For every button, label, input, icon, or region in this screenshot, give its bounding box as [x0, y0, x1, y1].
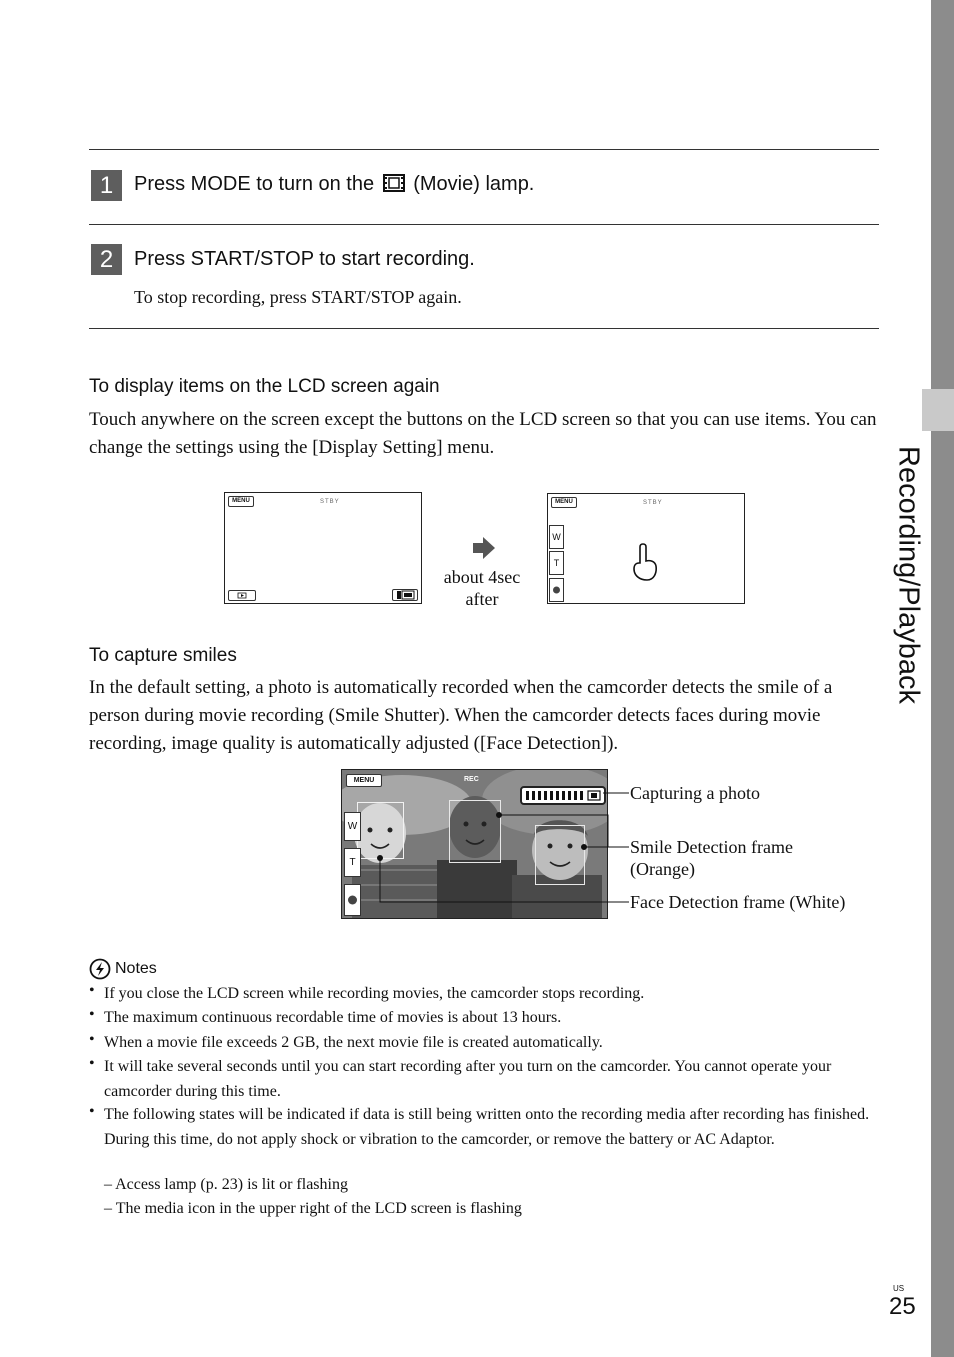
bullet: •: [89, 1103, 95, 1120]
step-1-text: Press MODE to turn on the (Movie) lamp.: [134, 173, 535, 195]
touch-hand-icon: [630, 541, 660, 583]
step-number: 1: [91, 170, 122, 201]
step-2-subtext: To stop recording, press START/STOP again.: [134, 287, 462, 307]
intelligent-auto-icon: [393, 590, 417, 600]
zoom-wide-button[interactable]: W: [344, 812, 361, 841]
zoom-wide-button[interactable]: W: [549, 525, 564, 549]
section-paragraph: Touch anywhere on the screen except the buttons on the LCD screen so that you can use items. You can change the settings using the [Display Setting] menu.: [89, 409, 877, 458]
arrow-caption: about 4sec after: [443, 567, 521, 609]
region-label: US: [893, 1284, 905, 1293]
photo-capture-indicator: [520, 786, 606, 805]
face-detection-frame: [357, 802, 404, 859]
note-subitem: – The media icon in the upper right of the LCD screen is flashing: [104, 1200, 522, 1217]
notes-heading: Notes: [115, 960, 157, 977]
zoom-tele-button[interactable]: T: [549, 551, 564, 575]
lcd-screen-before: [224, 492, 422, 604]
bullet: •: [89, 1031, 95, 1048]
note-item: The maximum continuous recordable time of movies is about 13 hours.: [104, 1009, 562, 1026]
status-indicator: STBY: [320, 499, 340, 505]
note-item: When a movie file exceeds 2 GB, the next movie file is created automatically.: [104, 1034, 603, 1051]
photo-progress-icon: [522, 788, 604, 803]
record-dot-icon: [345, 885, 360, 915]
side-tab-marker: [922, 389, 954, 431]
note-item: It will take several seconds until you can start recording after you turn on the camcorder. You cannot operate your camcorder during this time.: [104, 1058, 832, 1100]
rec-indicator: REC: [464, 776, 479, 783]
face-detection-frame: [535, 825, 585, 885]
mode-icon-button[interactable]: [392, 589, 418, 601]
section-heading: To capture smiles: [89, 645, 237, 666]
arrow-right-icon: [471, 535, 497, 561]
callout-smile-frame: Smile Detection frame: [630, 837, 793, 857]
zoom-tele-button[interactable]: T: [344, 848, 361, 877]
step-number: 2: [91, 244, 122, 275]
note-subitem: – Access lamp (p. 23) is lit or flashing: [104, 1176, 348, 1193]
menu-button[interactable]: MENU: [346, 774, 382, 787]
record-dot-icon: [550, 579, 563, 601]
lcd-screen-after: [547, 493, 745, 604]
playback-button[interactable]: [228, 590, 256, 601]
divider: [89, 328, 879, 329]
step-2-text: Press START/STOP to start recording.: [134, 248, 475, 270]
bullet: •: [89, 1055, 95, 1072]
play-icon: [229, 591, 255, 600]
status-indicator: STBY: [643, 500, 663, 506]
menu-button[interactable]: MENU: [551, 497, 577, 508]
section-heading: To display items on the LCD screen again: [89, 376, 440, 397]
section-paragraph: In the default setting, a photo is automatically recorded when the camcorder detects the smile of a person during movie recording (Smile Shutter). When the camcorder detects faces during movie recording, image quality is automatically adjusted ([Face Detection]).: [89, 677, 833, 754]
note-item: If you close the LCD screen while recording movies, the camcorder stops recording.: [104, 985, 645, 1002]
record-button[interactable]: [344, 884, 361, 916]
movie-film-icon: [383, 174, 405, 192]
smile-shutter-screen: [341, 769, 608, 919]
callout-face-frame: Face Detection frame (White): [630, 892, 846, 912]
note-item: The following states will be indicated if data is still being written onto the recording media after recording has finished. During this time, do not apply shock or vibration to the camcorder, or remove the battery or AC Adaptor.: [104, 1106, 870, 1148]
record-button[interactable]: [549, 578, 564, 602]
callout-capturing-photo: Capturing a photo: [630, 783, 760, 803]
notes-icon: [89, 958, 111, 980]
divider: [89, 149, 879, 150]
callout-smile-frame-color: (Orange): [630, 859, 695, 879]
bullet: •: [89, 1006, 95, 1023]
smile-detection-frame: [449, 800, 501, 863]
menu-button[interactable]: MENU: [228, 496, 254, 507]
section-tab-title: Recording/Playback: [892, 446, 925, 704]
divider: [89, 224, 879, 225]
bullet: •: [89, 982, 95, 999]
page-number: 25: [889, 1293, 916, 1320]
